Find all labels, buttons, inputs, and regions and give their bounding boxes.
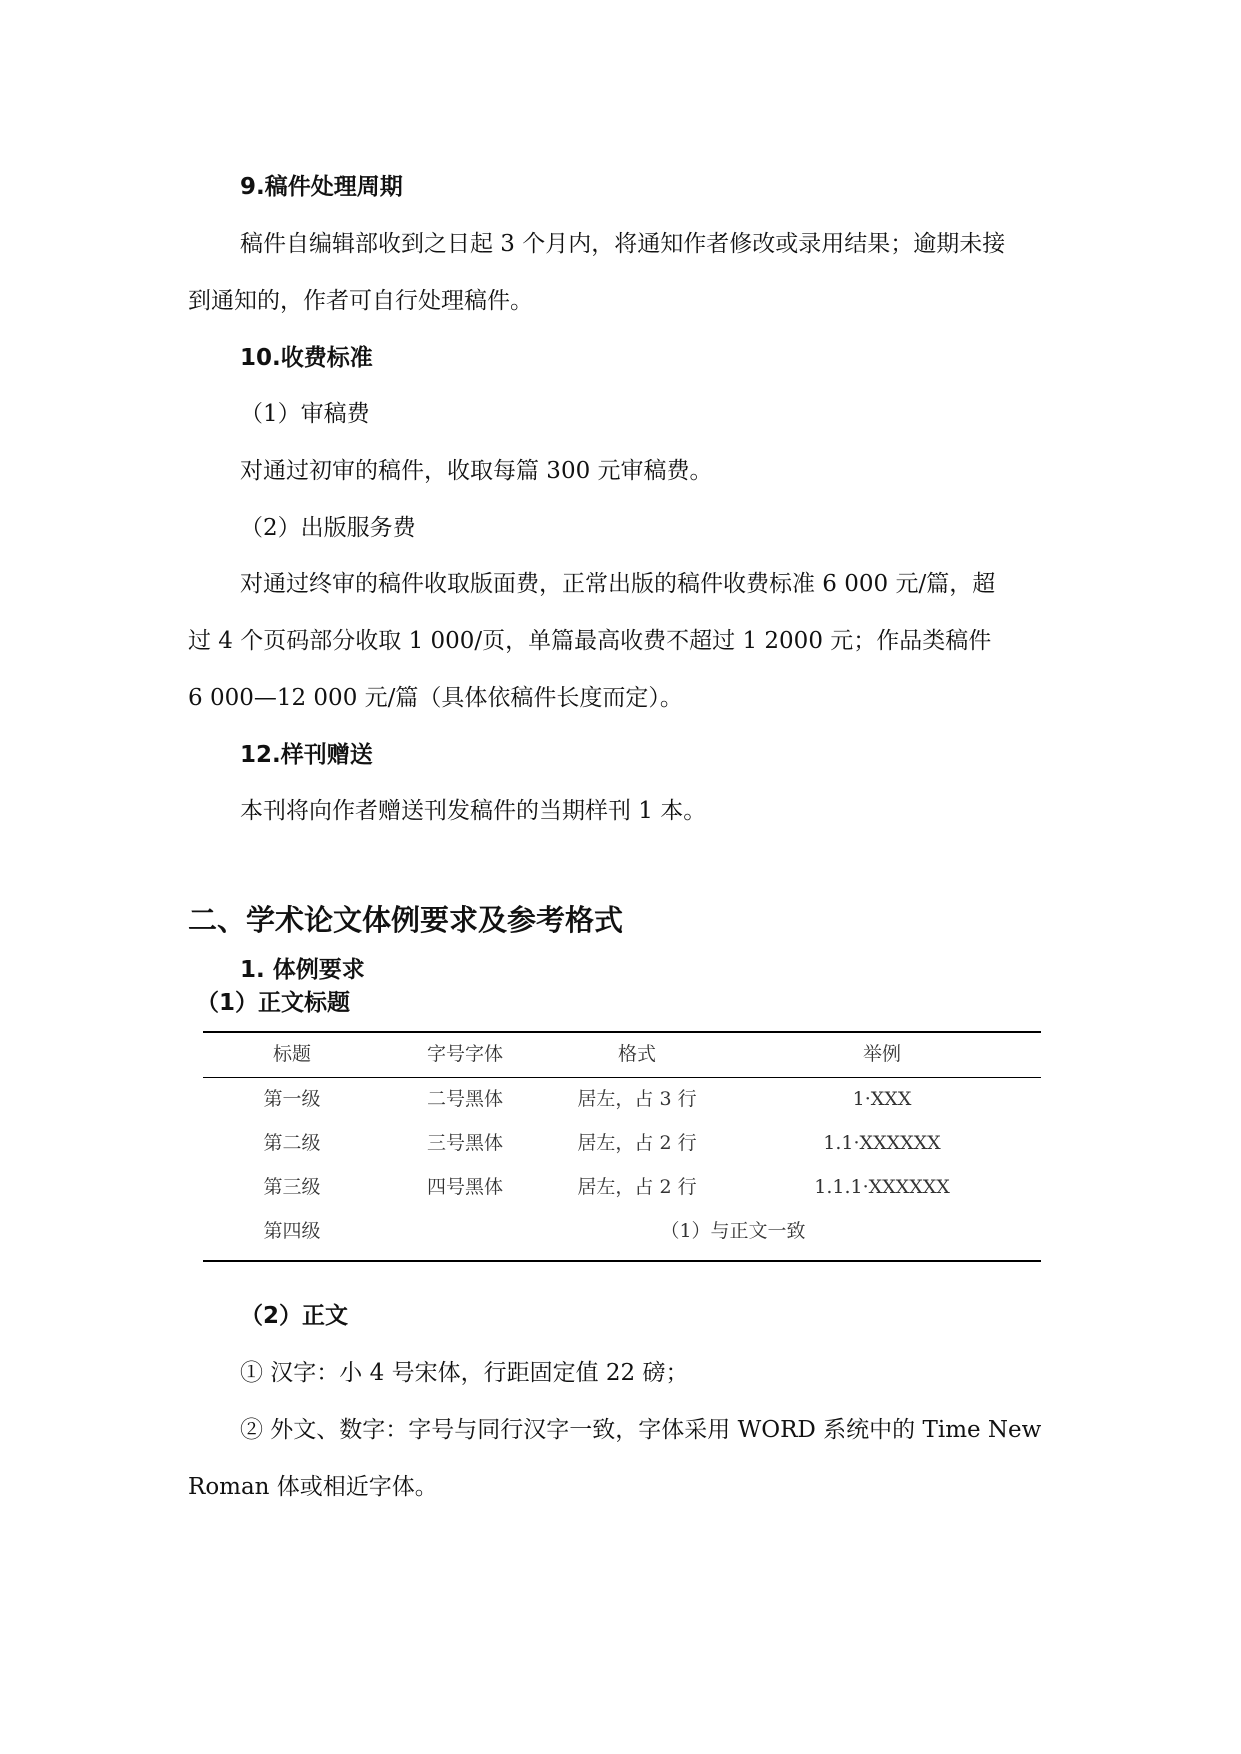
table-cell: 第二级 bbox=[263, 1132, 321, 1154]
section-10-heading: 10.收费标准 bbox=[240, 345, 373, 371]
table-cell: 1·XXX bbox=[852, 1088, 912, 1110]
table-cell: 二号黑体 bbox=[426, 1088, 504, 1110]
table-top-rule bbox=[203, 1031, 1041, 1033]
table-cell: （1）与正文一致 bbox=[660, 1220, 806, 1242]
table-header-cell: 举例 bbox=[862, 1043, 902, 1065]
table-cell: 1.1.1·XXXXXX bbox=[814, 1176, 950, 1198]
section-10-sub-2-line-2: 过 4 个页码部分收取 1 000/页，单篇最高收费不超过 1 2000 元；作品类稿件 bbox=[188, 628, 992, 654]
body-item-1: ① 汉字：小 4 号宋体，行距固定值 22 磅； bbox=[240, 1360, 689, 1386]
part-2-sub-1: 1. 体例要求 bbox=[240, 957, 365, 983]
section-12-heading: 12.样刊赠送 bbox=[240, 742, 373, 768]
table-cell: 1.1·XXXXXX bbox=[823, 1132, 941, 1154]
table-cell: 三号黑体 bbox=[426, 1132, 504, 1154]
table-header-cell: 格式 bbox=[617, 1043, 657, 1065]
section-10-sub-2-line-3: 6 000—12 000 元/篇（具体依稿件长度而定）。 bbox=[188, 685, 683, 711]
table-cell: 第四级 bbox=[263, 1220, 321, 1242]
table-header-cell: 字号字体 bbox=[426, 1043, 504, 1065]
section-10-sub-2: （2）出版服务费 bbox=[240, 515, 416, 541]
section-9-heading: 9.稿件处理周期 bbox=[240, 174, 403, 200]
table-header-rule bbox=[203, 1077, 1041, 1078]
part-2-sub-1-2: （2）正文 bbox=[240, 1303, 349, 1329]
section-12-text: 本刊将向作者赠送刊发稿件的当期样刊 1 本。 bbox=[240, 798, 707, 824]
part-2-heading: 二、学术论文体例要求及参考格式 bbox=[188, 903, 624, 937]
table-cell: 第一级 bbox=[263, 1088, 321, 1110]
table-cell: 居左，占 2 行 bbox=[577, 1132, 697, 1154]
section-10-sub-1-text: 对通过初审的稿件，收取每篇 300 元审稿费。 bbox=[240, 458, 713, 484]
table-header-cell: 标题 bbox=[272, 1043, 312, 1065]
table-cell: 居左，占 3 行 bbox=[577, 1088, 697, 1110]
table-bottom-rule bbox=[203, 1260, 1041, 1262]
body-item-2-line-2: Roman 体或相近字体。 bbox=[188, 1474, 438, 1500]
section-9-line-1: 稿件自编辑部收到之日起 3 个月内，将通知作者修改或录用结果；逾期未接 bbox=[240, 231, 1006, 257]
table-cell: 居左，占 2 行 bbox=[577, 1176, 697, 1198]
part-2-sub-1-1: （1）正文标题 bbox=[196, 990, 351, 1016]
section-10-sub-1: （1）审稿费 bbox=[240, 401, 370, 427]
table-cell: 第三级 bbox=[263, 1176, 321, 1198]
section-10-sub-2-line-1: 对通过终审的稿件收取版面费，正常出版的稿件收费标准 6 000 元/篇，超 bbox=[240, 571, 996, 597]
heading-format-table bbox=[203, 1031, 1041, 1262]
table-cell: 四号黑体 bbox=[426, 1176, 504, 1198]
section-9-line-2: 到通知的，作者可自行处理稿件。 bbox=[188, 288, 533, 314]
body-item-2-line-1: ② 外文、数字：字号与同行汉字一致，字体采用 WORD 系统中的 Time New bbox=[240, 1417, 1042, 1443]
